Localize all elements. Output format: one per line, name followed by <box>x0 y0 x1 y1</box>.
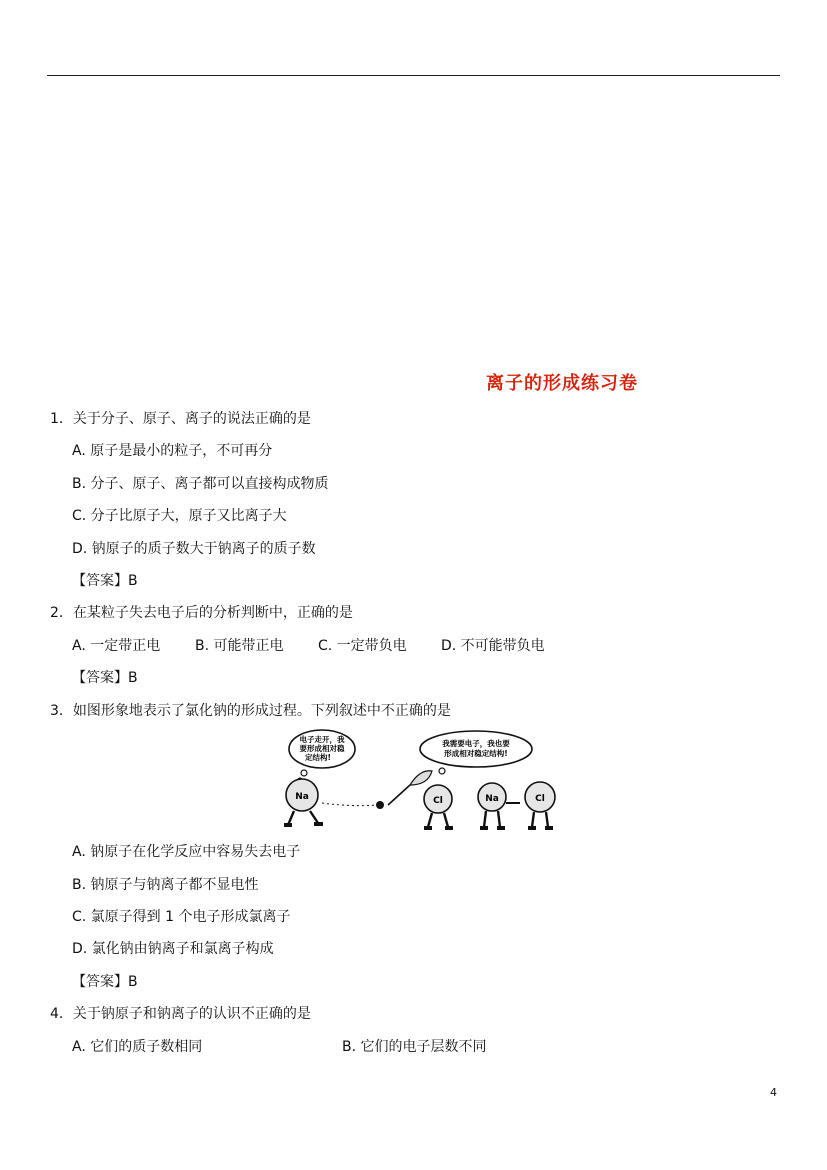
question-1-option-d: D. 钠原子的质子数大于钠离子的质子数 <box>72 541 316 557</box>
label-cl-1: Cl <box>433 796 443 806</box>
chloride-ion-character <box>525 782 555 828</box>
question-1-option-b: B. 分子、原子、离子都可以直接构成物质 <box>72 476 329 492</box>
page-number: 4 <box>770 1086 777 1099</box>
question-2-stem: 2．在某粒子失去电子后的分析判断中，正确的是 <box>50 605 353 621</box>
question-1-option-a: A. 原子是最小的粒子，不可再分 <box>72 443 273 459</box>
question-4-stem: 4．关于钠原子和钠离子的认识不正确的是 <box>50 1006 311 1022</box>
question-3-option-b: B. 钠原子与钠离子都不显电性 <box>72 877 259 893</box>
bubble-left-line-2: 要形成相对稳 <box>299 744 345 753</box>
bubble-right-line-2: 形成相对稳定结构! <box>444 749 508 758</box>
bubble-left-line-3: 定结构! <box>305 753 331 762</box>
header-rule <box>47 75 780 76</box>
document-title: 离子的形成练习卷 <box>486 373 638 394</box>
question-2-option-b: B. 可能带正电 <box>195 638 284 654</box>
bubble-right-line-1: 我需要电子，我也要 <box>442 739 510 748</box>
question-2-options <box>72 637 545 655</box>
label-na-1: Na <box>295 792 309 802</box>
electron-icon <box>376 801 384 809</box>
question-4-options <box>72 1038 487 1056</box>
question-3-option-a: A. 钠原子在化学反应中容易失去电子 <box>72 844 301 860</box>
question-3-answer: 【答案】B <box>72 974 138 990</box>
question-2-option-a: A. 一定带正电 <box>72 638 161 654</box>
question-4-option-a: A. 它们的质子数相同 <box>72 1039 203 1055</box>
question-2-answer: 【答案】B <box>72 670 138 686</box>
label-cl-2: Cl <box>535 794 545 804</box>
sodium-chloride-formation-illustration <box>282 729 572 835</box>
question-3-option-c: C. 氯原子得到 1 个电子形成氯离子 <box>72 909 291 925</box>
question-4-option-b: B. 它们的电子层数不同 <box>342 1039 487 1055</box>
sodium-atom-character <box>284 779 323 825</box>
question-3-stem: 3．如图形象地表示了氯化钠的形成过程。下列叙述中不正确的是 <box>50 703 451 719</box>
net-icon <box>410 771 432 785</box>
question-3-option-d: D. 氯化钠由钠离子和氯离子构成 <box>72 941 274 957</box>
label-na-2: Na <box>485 794 499 804</box>
question-1-answer: 【答案】B <box>72 573 138 589</box>
question-2-option-d: D. 不可能带负电 <box>441 638 545 654</box>
question-1-stem: 1．关于分子、原子、离子的说法正确的是 <box>50 411 311 427</box>
question-2-option-c: C. 一定带负电 <box>318 638 407 654</box>
chlorine-atom-character <box>424 785 453 828</box>
bubble-left-line-1: 电子走开，我 <box>299 735 345 744</box>
question-1-option-c: C. 分子比原子大，原子又比离子大 <box>72 508 287 524</box>
sodium-ion-character <box>478 783 506 828</box>
